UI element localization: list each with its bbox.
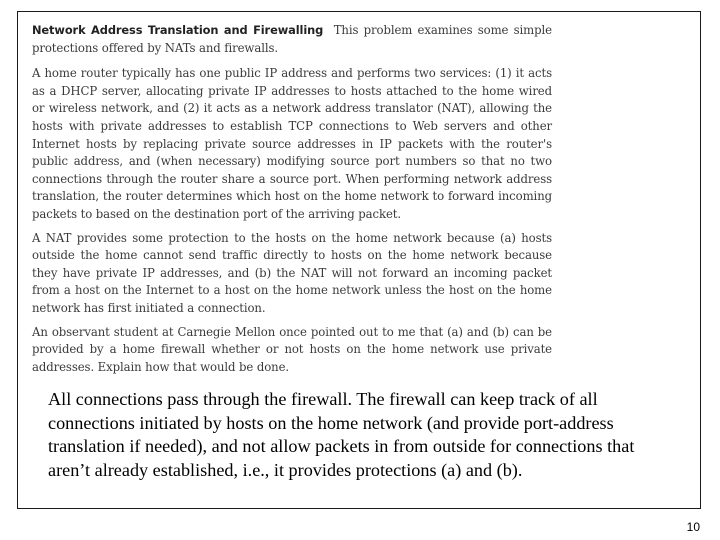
problem-paragraph-nat-protection: A NAT provides some protection to the hosts on the home network because (a) hosts outside the home cannot send traffic directly to hosts on the home network because they have private IP addresses, and (b) the NAT will not forward an incoming packet from a host on the Internet to a host on the home network unless the host on the home network has first initiated a connection. (32, 230, 552, 315)
problem-statement-scan (32, 22, 552, 397)
problem-intro-text: This problem examines some simple protections offered by NATs and firewalls. (32, 23, 552, 55)
answer-text: All connections pass through the firewall. The firewall can keep track of all connections initiated by hosts on the home network (and provide port-address translation if needed), and not allow packets in from outside for connections that aren’t already established, i.e., it provides protections (a) and (b). (48, 389, 635, 480)
problem-heading: Network Address Translation and Firewalling (32, 23, 324, 37)
problem-paragraph-router: A home router typically has one public IP address and performs two services: (1) it acts as a DHCP server, allocating private IP addresses to hosts attached to the home wired or wireless network, and (2) it acts as a network address translator (NAT), allowing the hosts with private addresses to establish TCP connections to Web servers and other Internet hosts by replacing private source addresses in IP packets with the router's public address, and (when necessary) modifying source port numbers so that no two connections through the router share a source port. When performing network address translation, the router determines which host on the home network to forward incoming packets to based on the destination port of the arriving packet. (32, 66, 552, 221)
problem-paragraph-question: An observant student at Carnegie Mellon once pointed out to me that (a) and (b) can be provided by a home firewall whether or not hosts on the home network use private addresses. Explain how that would be done. (32, 324, 552, 374)
slide-frame (17, 11, 701, 509)
page-number: 10 (686, 520, 700, 534)
problem-intro (32, 22, 552, 57)
